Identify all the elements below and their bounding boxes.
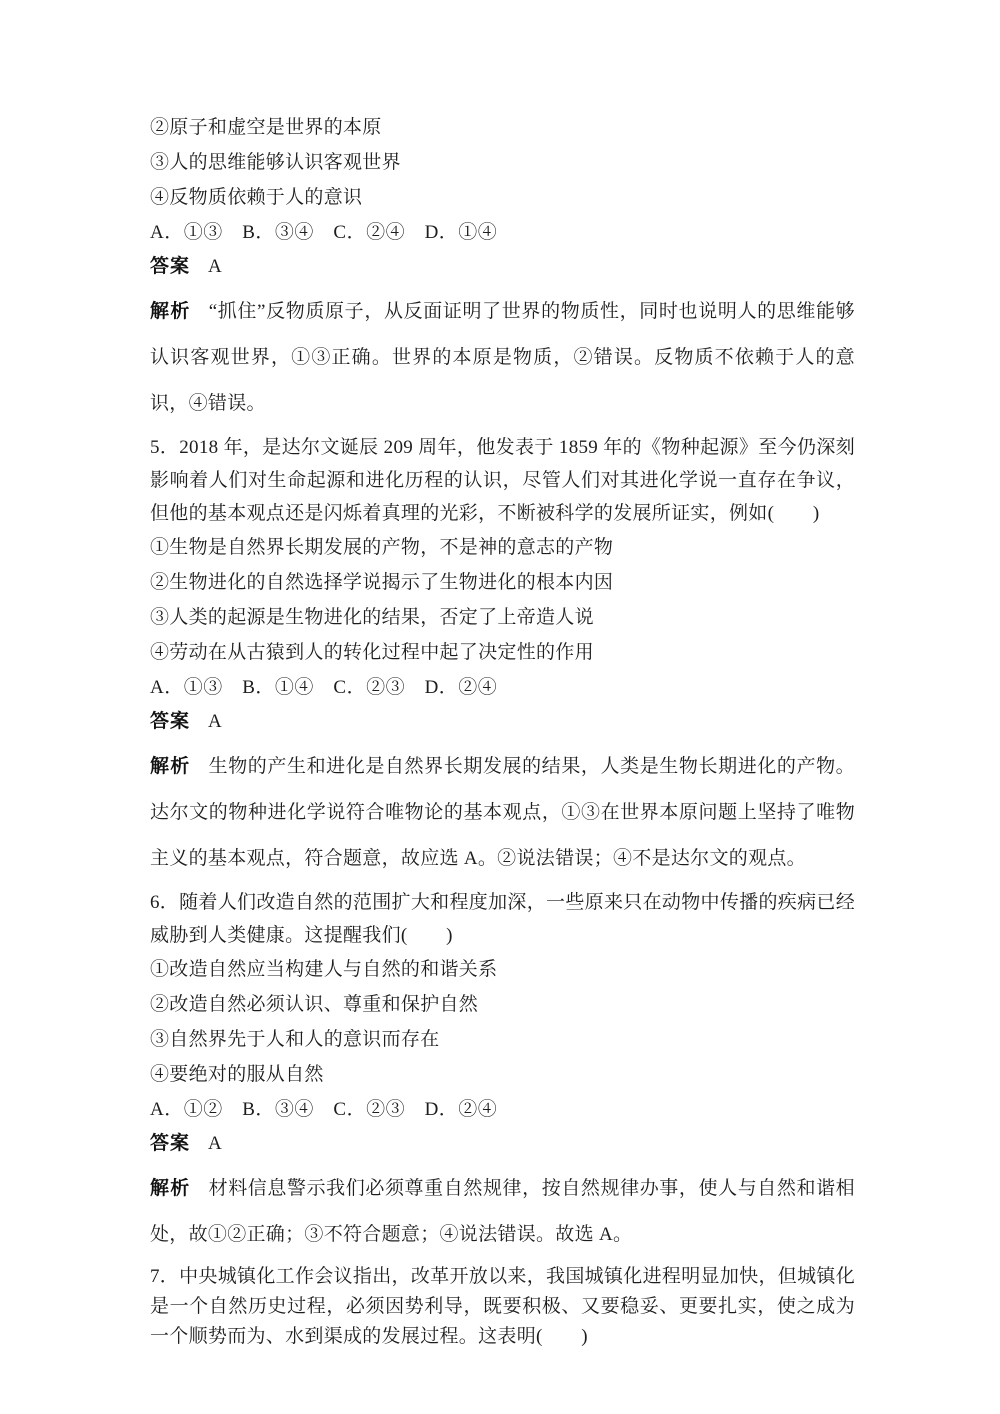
choices-line: A．①③ B．①④ C．②③ D．②④ [150,677,498,698]
question-stem: 5．2018 年，是达尔文诞辰 209 周年，他发表于 1859 年的《物种起源》至今仍深刻影响着人们对生命起源和进化历程的认识，尽管人们对其进化学说一直存在争议，但他的基本观点还是闪烁着真理的光彩，不断被科学的发展所证实，例如( ) [150,437,855,524]
analysis-label: 解析 [150,1178,191,1199]
answer-value: A [208,1133,222,1154]
answer-value: A [208,711,222,732]
analysis-paragraph [150,289,855,427]
answer-line [150,1127,855,1161]
question-stem: 7．中央城镇化工作会议指出，改革开放以来，我国城镇化进程明显加快，但城镇化是一个自然历史过程，必须因势利导，既要积极、又要稳妥、更要扎实，使之成为一个顺势而为、水到渠成的发展过程。这表明( ) [150,1266,855,1347]
question-stem: 6．随着人们改造自然的范围扩大和程度加深，一些原来只在动物中传播的疾病已经威胁到人类健康。这提醒我们( ) [150,892,855,946]
option-item-3: ③人类的起源是生物进化的结果，否定了上帝造人说 [150,607,594,628]
question-6-block [150,886,855,1258]
answer-label: 答案 [150,256,191,277]
option-item-2: ②生物进化的自然选择学说揭示了生物进化的根本内因 [150,572,614,593]
answer-line [150,705,855,739]
analysis-label: 解析 [150,301,191,322]
answer-line [150,250,855,284]
question-5-block [150,431,855,882]
option-item-3: ③自然界先于人和人的意识而存在 [150,1029,440,1050]
analysis-paragraph [150,744,855,882]
answer-value: A [208,256,222,277]
option-item-4: ④要绝对的服从自然 [150,1064,324,1085]
choices-line: A．①③ B．③④ C．②④ D．①④ [150,222,498,243]
answer-label: 答案 [150,711,191,732]
option-item-4: ④劳动在从古猿到人的转化过程中起了决定性的作用 [150,642,594,663]
analysis-paragraph [150,1166,855,1258]
analysis-text: “抓住”反物质原子，从反面证明了世界的物质性，同时也说明人的思维能够认识客观世界，①③正确。世界的本原是物质，②错误。反物质不依赖于人的意识，④错误。 [150,301,855,414]
option-item-3: ③人的思维能够认识客观世界 [150,152,401,173]
option-item-1: ①生物是自然界长期发展的产物，不是神的意志的产物 [150,537,614,558]
choices-line: A．①② B．③④ C．②③ D．②④ [150,1099,498,1120]
analysis-text: 材料信息警示我们必须尊重自然规律，按自然规律办事，使人与自然和谐相处，故①②正确；③不符合题意；④说法错误。故选 A。 [150,1178,855,1245]
question-7-block [150,1262,855,1352]
option-item-4: ④反物质依赖于人的意识 [150,187,363,208]
question-4-block [150,110,855,427]
analysis-label: 解析 [150,756,191,777]
analysis-text: 生物的产生和进化是自然界长期发展的结果，人类是生物长期进化的产物。达尔文的物种进化学说符合唯物论的基本观点，①③在世界本原问题上坚持了唯物主义的基本观点，符合题意，故应选 A。②说法错误；④不是达尔文的观点。 [150,756,855,869]
option-item-2: ②原子和虚空是世界的本原 [150,117,382,138]
option-item-2: ②改造自然必须认识、尊重和保护自然 [150,994,479,1015]
answer-label: 答案 [150,1133,191,1154]
option-item-1: ①改造自然应当构建人与自然的和谐关系 [150,959,498,980]
